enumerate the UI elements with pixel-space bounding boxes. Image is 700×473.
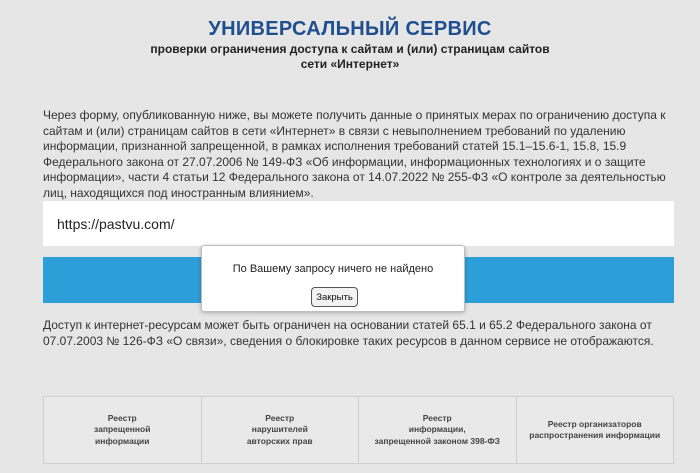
registry-398-fz-link[interactable] [359,397,517,463]
registry-label: Реестр нарушителей авторских прав [246,412,313,446]
communications-law-note: Доступ к интернет-ресурсам может быть ограничен на основании статей 65.1 и 65.2 Федерального закона от 07.07.2003 № 126-ФЗ «О связи», сведения о блокировке таких ресурсов в данном сервисе не отображаются. [43,318,654,348]
page-subtitle: проверки ограничения доступа к сайтам и (или) страницам сайтов сети «Интернет» [150,42,550,71]
registry-prohibited-info-link[interactable] [44,397,202,463]
registry-info-distributors-link[interactable] [517,397,674,463]
registry-label: Реестр запрещенной информации [94,412,151,446]
result-dialog [201,245,465,312]
intro-text: Через форму, опубликованную ниже, вы можете получить данные о принятых мерах по ограничению доступа к сайтам и (или) страницам сайтов в сети «Интернет» в связи с невыполнением требований по удалению информации, признанной запрещенной, в рамках исполнения требований статей 15.1–15.6-1, 15.8, 15.9 Федерального закона от 27.07.2006 № 149-ФЗ «Об информации, информационных технологиях и о защите информации», части 4 статьи 12 Федерального закона от 14.07.2022 № 255-ФЗ «О контроле за деятельностью лиц, находящихся под иностранным влиянием». [43,108,666,200]
close-button[interactable]: Закрыть [311,287,358,307]
result-message: По Вашему запросу ничего не найдено [232,263,434,275]
registry-label: Реестр информации, запрещенной законом 398-ФЗ [374,412,500,446]
registry-links [43,396,674,464]
registry-copyright-violators-link[interactable] [202,397,360,463]
registry-label: Реестр организаторов распространения информации [529,418,661,440]
url-input[interactable] [43,201,674,246]
page-title: УНИВЕРСАЛЬНЫЙ СЕРВИС [208,18,492,40]
